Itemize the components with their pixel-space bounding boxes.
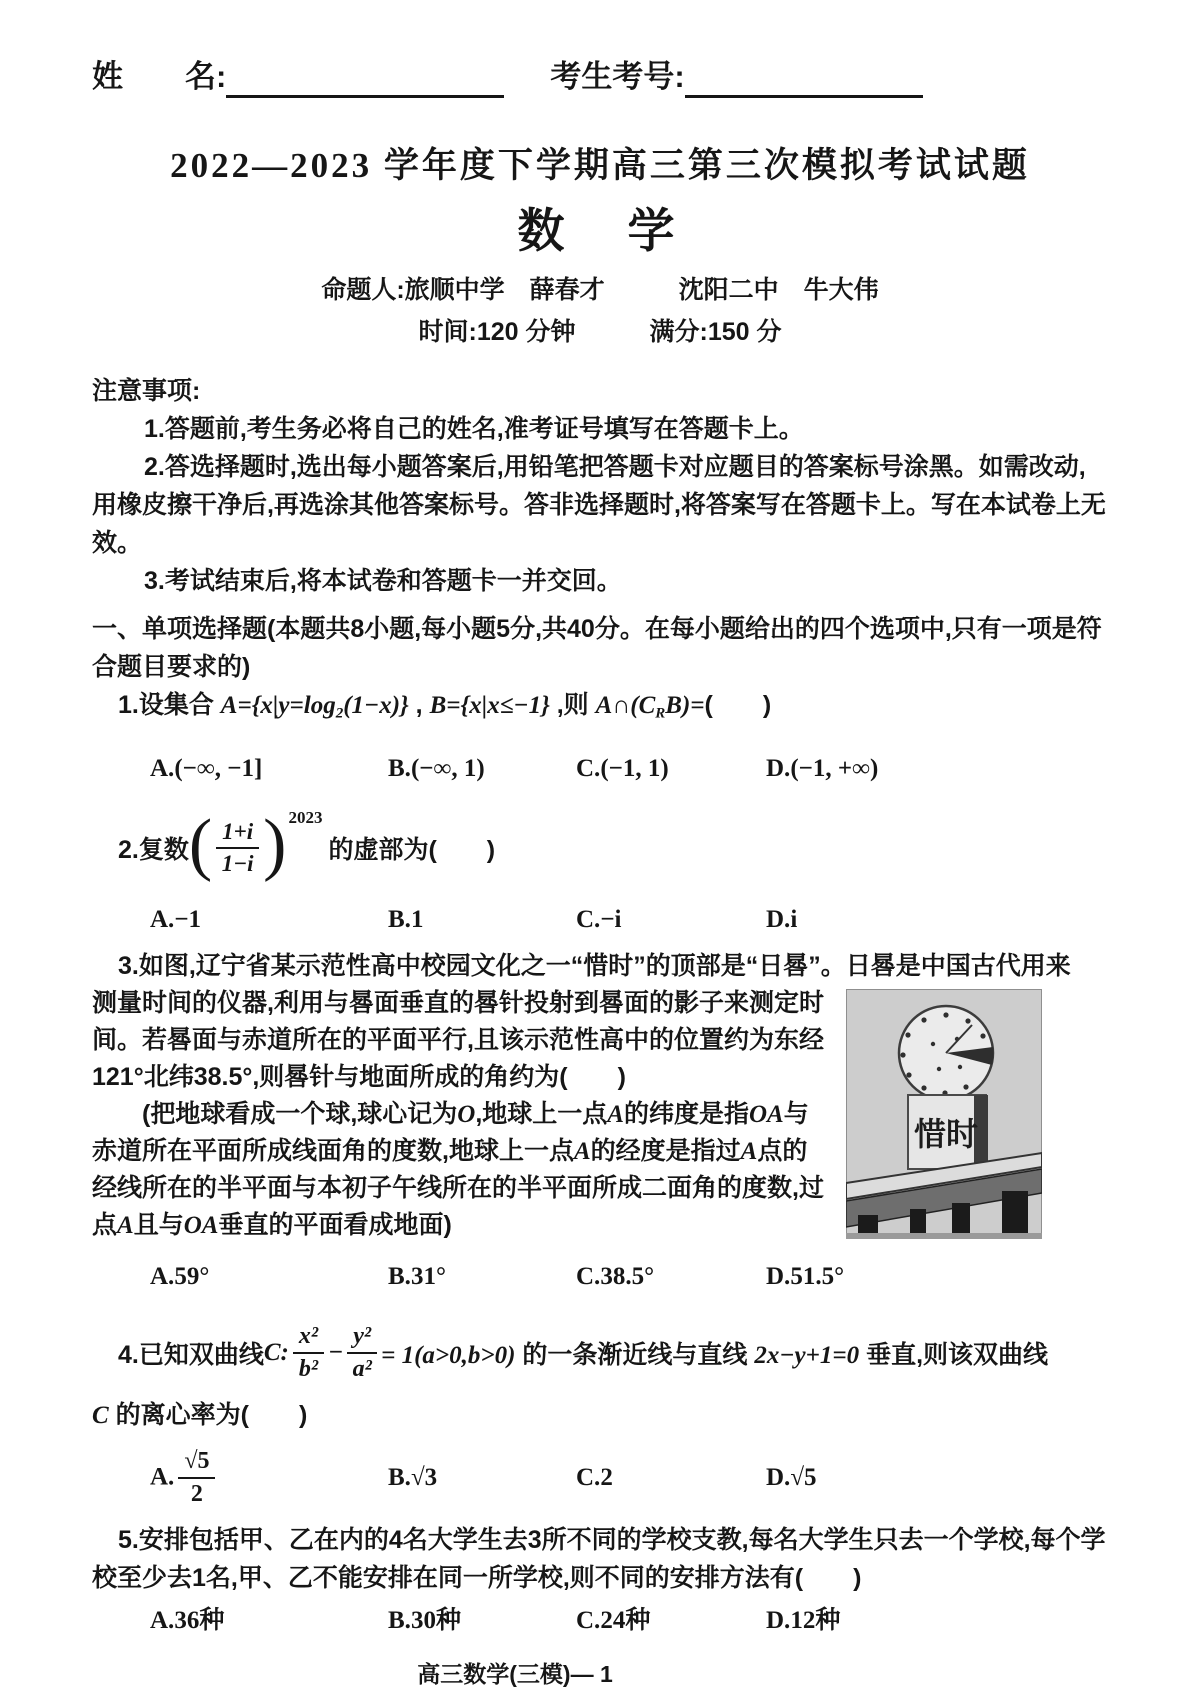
q4-tail: = 1(a>0,b>0) 的一条渐近线与直线 2x−y+1=0 垂直,则该双曲线 <box>381 1340 1049 1369</box>
q4-option-a-fraction: $\frac{√5}{2}$ <box>178 1448 215 1508</box>
q2-exponent: 2023 <box>288 807 323 827</box>
q3-option-d: D.51.5° <box>766 1262 845 1290</box>
sundial-photo-image <box>846 989 1042 1239</box>
question-1 <box>92 686 1108 788</box>
notice-list <box>92 410 1108 600</box>
q2-option-d: D.i <box>766 905 798 933</box>
full-score: 满分:150 分 <box>649 318 782 346</box>
q2-suffix: 的虚部为( ) <box>328 835 496 864</box>
notice-item-1: 1.答题前,考生务必将自己的姓名,准考证号填写在答题卡上。 <box>144 415 804 443</box>
question-2-text: 2.复数 ( $\frac{1+i}{1-i}$ ) 2023 的虚部为( ) <box>118 805 496 883</box>
q1-option-c: C.(−1, 1) <box>576 754 669 782</box>
q3-option-c: C.38.5° <box>576 1262 655 1290</box>
question-4-line2: C 的离心率为( ) <box>92 1400 308 1429</box>
question-3-line1: 3.如图,辽宁省某示范性高中校园文化之一“惜时”的顶部是“日晷”。日晷是中国古代用来 <box>118 951 1071 980</box>
exam-no-group <box>550 56 922 98</box>
q4-prefix: 4.已知双曲线 <box>118 1340 264 1369</box>
question-3-note: (把地球看成一个球,球心记为O,地球上一点A的纬度是指OA与赤道所在平面所成线面角的度数,地球上一点A的经度是指过A点的经线所在的半平面与本初子午线所在的半平面所成二面角的度数,过点A且与OA垂直的平面看成地面) <box>92 1099 824 1239</box>
setters-line <box>92 272 1108 308</box>
question-5 <box>92 1521 1108 1640</box>
exam-title: 2022—2023 学年度下学期高三第三次模拟考试试题 <box>170 146 1030 185</box>
question-3-body <box>92 985 1108 1244</box>
section-one-heading: 一、单项选择题(本题共8小题,每小题5分,共40分。在每小题给出的四个选项中,只有一项是符合题目要求的) <box>92 615 1102 681</box>
notice-item-3: 3.考试结束后,将本试卷和答题卡一并交回。 <box>144 567 622 595</box>
question-2 <box>92 802 1108 939</box>
page-footer: 高三数学(三模)— 1 <box>417 1660 613 1687</box>
question-4-options <box>92 1443 1108 1513</box>
q2-fraction: $\frac{1+i}{1-i}$ <box>216 819 259 877</box>
question-5-options <box>92 1601 1108 1640</box>
q2-option-c: C.−i <box>576 905 622 933</box>
q3-option-a: A.59° <box>150 1262 210 1290</box>
setters-right: 沈阳二中 牛大伟 <box>678 276 879 304</box>
q1-option-d: D.(−1, +∞) <box>766 754 879 782</box>
q5-option-b: B.30种 <box>388 1606 461 1634</box>
question-3-paragraph: 测量时间的仪器,利用与晷面垂直的晷针投射到晷面的影子来测定时间。若晷面与赤道所在的平面平行,且该示范性高中的位置约为东经121°北纬38.5°,则晷针与地面所成的角约为( ) <box>92 988 824 1091</box>
question-3-options <box>92 1249 1108 1296</box>
question-1-options <box>92 749 1108 788</box>
q5-option-d: D.12种 <box>766 1606 841 1634</box>
q4-option-a: A. $\frac{√5}{2}$ <box>150 1448 388 1508</box>
question-1-text: 1.设集合 A={x|y=log2(1−x)} , B={x|x≤−1} ,则 A∩(CRB)=( ) <box>118 691 772 722</box>
setters-left: 命题人:旅顺中学 薛春才 <box>321 276 605 304</box>
name-blank-line <box>226 64 504 98</box>
question-5-text: 5.安排包括甲、乙在内的4名大学生去3所不同的学校支教,每名大学生只去一个学校,每个学校至少去1名,甲、乙不能安排在同一所学校,则不同的安排方法有( ) <box>92 1525 1106 1592</box>
question-4 <box>92 1310 1108 1513</box>
sundial-photo <box>846 989 1042 1239</box>
name-label: 姓 名: <box>92 59 227 94</box>
exam-no-blank-line <box>685 64 923 98</box>
subject-title: 数 学 <box>517 204 683 257</box>
q4-option-c: C.2 <box>576 1464 613 1491</box>
q4-fraction-2: $\frac{\text{y²}}{\text{a²}}$ <box>347 1323 377 1383</box>
q2-option-a: A.−1 <box>150 905 202 933</box>
q4-option-b: B.√3 <box>388 1464 438 1491</box>
q4-option-d: D.√5 <box>766 1464 817 1491</box>
notice-item-2: 2.答选择题时,选出每小题答案后,用铅笔把答题卡对应题目的答案标号涂黑。如需改动,用橡皮擦干净后,再选涂其他答案标号。答非选择题时,将答案写在答题卡上。写在本试卷上无效。 <box>92 453 1106 557</box>
header-row <box>92 56 1108 98</box>
question-3 <box>92 947 1108 1296</box>
name-group <box>92 56 504 98</box>
q3-option-b: B.31° <box>388 1262 446 1290</box>
duration: 时间:120 分钟 <box>418 318 576 346</box>
q5-option-c: C.24种 <box>576 1606 651 1634</box>
time-score-line <box>92 314 1108 350</box>
plaque-text: 惜时 <box>914 1115 979 1152</box>
question-4-text: 4.已知双曲线 C : $\frac{\text{x²}}{\text{b²}}$ − $\frac{\text{y²}}{\text{a²}}$ = 1(a>0,b>0) 的一条渐近线与直线 2x−y+1=0 垂直,则该双曲线 <box>118 1322 1049 1382</box>
exam-no-label: 考生考号: <box>550 59 685 94</box>
q4-fraction-1: $\frac{\text{x²}}{\text{b²}}$ <box>293 1323 324 1383</box>
notice-heading: 注意事项: <box>92 377 201 405</box>
question-2-options <box>92 900 1108 939</box>
q5-option-a: A.36种 <box>150 1606 225 1634</box>
q2-option-b: B.1 <box>388 905 424 933</box>
q1-option-a: A.(−∞, −1] <box>150 754 263 782</box>
q2-prefix: 2.复数 <box>118 835 189 864</box>
q1-option-b: B.(−∞, 1) <box>388 754 485 782</box>
